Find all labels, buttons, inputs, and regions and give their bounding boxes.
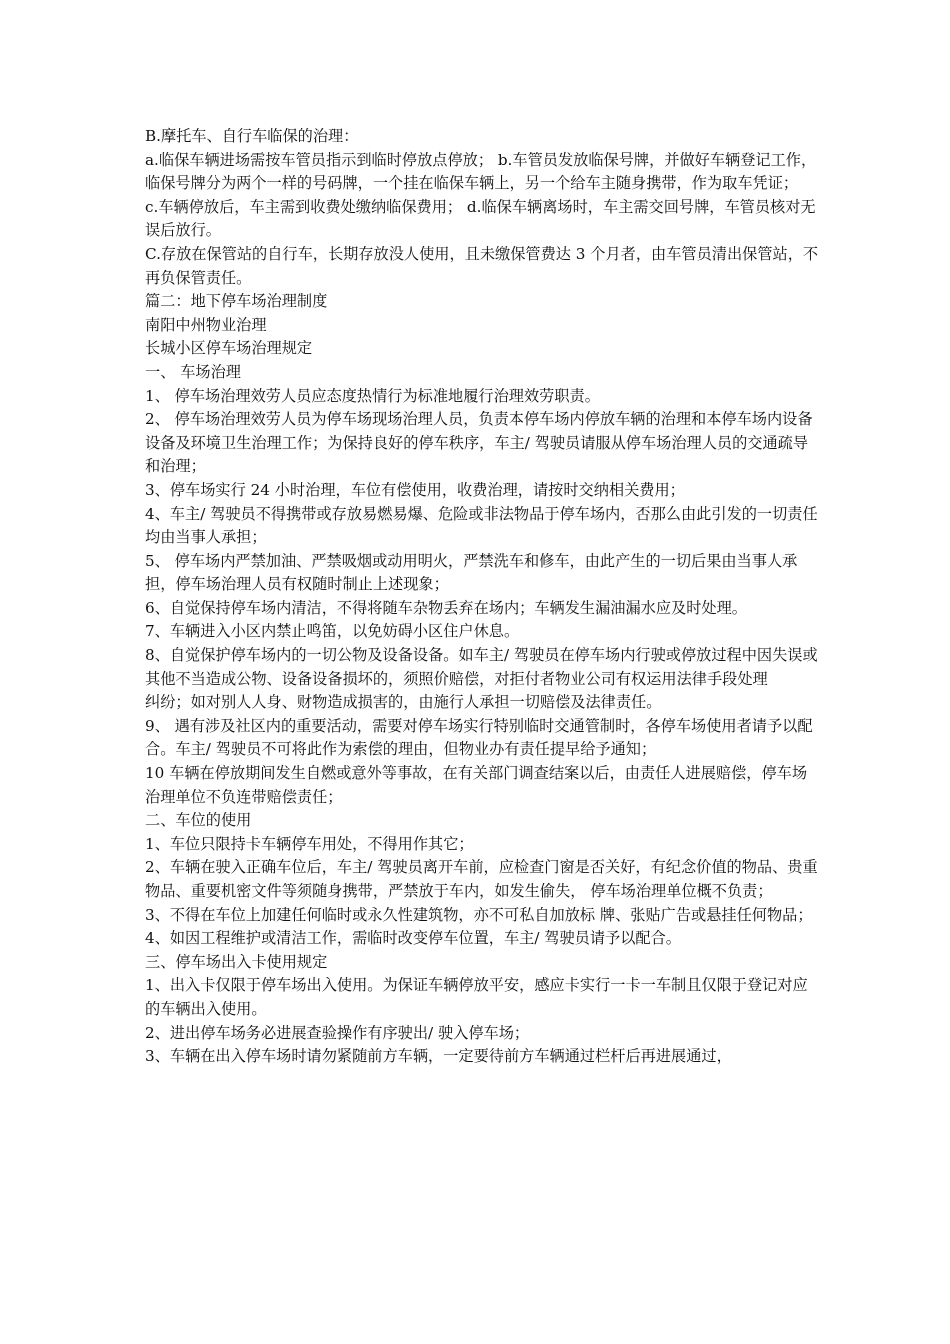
section-heading: 一、 车场治理 (145, 362, 241, 381)
paragraph: 2、 停车场治理效劳人员为停车场现场治理人员，负责本停车场内停放车辆的治理和本停车场内设备设备及环境卫生治理工作；为保持良好的停车秩序，车主/ 驾驶员请服从停车场治理人员的交通疏导和治理； (145, 410, 813, 476)
section-heading: 篇二：地下停车场治理制度 (145, 292, 328, 311)
paragraph: 长城小区停车场治理规定 (145, 339, 313, 358)
paragraph: 8、自觉保护停车场内的一切公物及设备设备。如车主/ 驾驶员在停车场内行驶或停放过程中因失误或其他不当造成公物、设备设备损坏的，须照价赔偿，对拒付者物业公司有权运用法律手段处理 (145, 646, 818, 688)
paragraph: 7、车辆进入小区内禁止鸣笛，以免妨碍小区住户休息。 (145, 622, 520, 641)
paragraph: 3、停车场实行 24 小时治理，车位有偿使用，收费治理，请按时交纳相关费用； (145, 480, 685, 499)
paragraph: 10 车辆在停放期间发生自燃或意外等事故，在有关部门调查结案以后，由责任人进展赔偿，停车场治理单位不负连带赔偿责任； (145, 764, 808, 806)
paragraph: 1、 停车场治理效劳人员应态度热情行为标准地履行治理效劳职责。 (145, 386, 600, 405)
paragraph: 3、不得在车位上加建任何临时或永久性建筑物，亦不可私自加放标 牌、张贴广告或悬挂任何物品； (145, 905, 813, 924)
section-heading: 二、车位的使用 (145, 811, 252, 830)
paragraph: 2、进出停车场务必进展查验操作有序驶出/ 驶入停车场； (145, 1023, 530, 1042)
paragraph: 纠纷；如对别人人身、财物造成损害的，由施行人承担一切赔偿及法律责任。 (145, 693, 662, 712)
paragraph: a.临保车辆进场需按车管员指示到临时停放点停放； b.车管员发放临保号牌，并做好车辆登记工作，临保号牌分为两个一样的号码牌，一个挂在临保车辆上，另一个给车主随身携带，作为取车凭证； (145, 150, 817, 193)
paragraph: 4、车主/ 驾驶员不得携带或存放易燃易爆、危险或非法物品于停车场内，否那么由此引发的一切责任均由当事人承担； (145, 504, 818, 547)
document-page (145, 125, 820, 1069)
paragraph: B.摩托车、自行车临保的治理： (145, 127, 359, 145)
paragraph: 4、如因工程维护或清洁工作，需临时改变停车位置，车主/ 驾驶员请予以配合。 (145, 929, 681, 948)
paragraph: C.存放在保管站的自行车，长期存放没人使用，且未缴保管费达 3 个月者，由车管员清出保管站，不再负保管责任。 (145, 244, 819, 287)
paragraph: 2、车辆在驶入正确车位后，车主/ 驾驶员离开车前，应检查门窗是否关好，有纪念价值的物品、贵重物品、重要机密文件等须随身携带，严禁放于车内，如发生偷失， 停车场治理单位概不负责； (145, 858, 818, 900)
paragraph: 3、车辆在出入停车场时请勿紧随前方车辆，一定要待前方车辆通过栏杆后再进展通过， (145, 1047, 732, 1066)
paragraph: 9、 遇有涉及社区内的重要活动，需要对停车场实行特别临时交通管制时，各停车场使用者请予以配合。车主/ 驾驶员不可将此作为索偿的理由，但物业办有责任提早给予通知； (145, 716, 813, 759)
paragraph: c.车辆停放后，车主需到收费处缴纳临保费用； d.临保车辆离场时，车主需交回号牌，车管员核对无误后放行。 (145, 197, 816, 240)
paragraph: 南阳中州物业治理 (145, 315, 267, 334)
paragraph: 5、 停车场内严禁加油、严禁吸烟或动用明火，严禁洗车和修车，由此产生的一切后果由当事人承担，停车场治理人员有权随时制止上述现象； (145, 551, 798, 594)
paragraph: 1、车位只限持卡车辆停车用处，不得用作其它； (145, 834, 474, 853)
paragraph: 1、出入卡仅限于停车场出入使用。为保证车辆停放平安，感应卡实行一卡一车制且仅限于登记对应的车辆出入使用。 (145, 976, 808, 1018)
paragraph: 6、自觉保持停车场内清洁，不得将随车杂物丢弃在场内；车辆发生漏油漏水应及时处理。 (145, 598, 747, 617)
section-heading: 三、停车场出入卡使用规定 (145, 952, 328, 971)
